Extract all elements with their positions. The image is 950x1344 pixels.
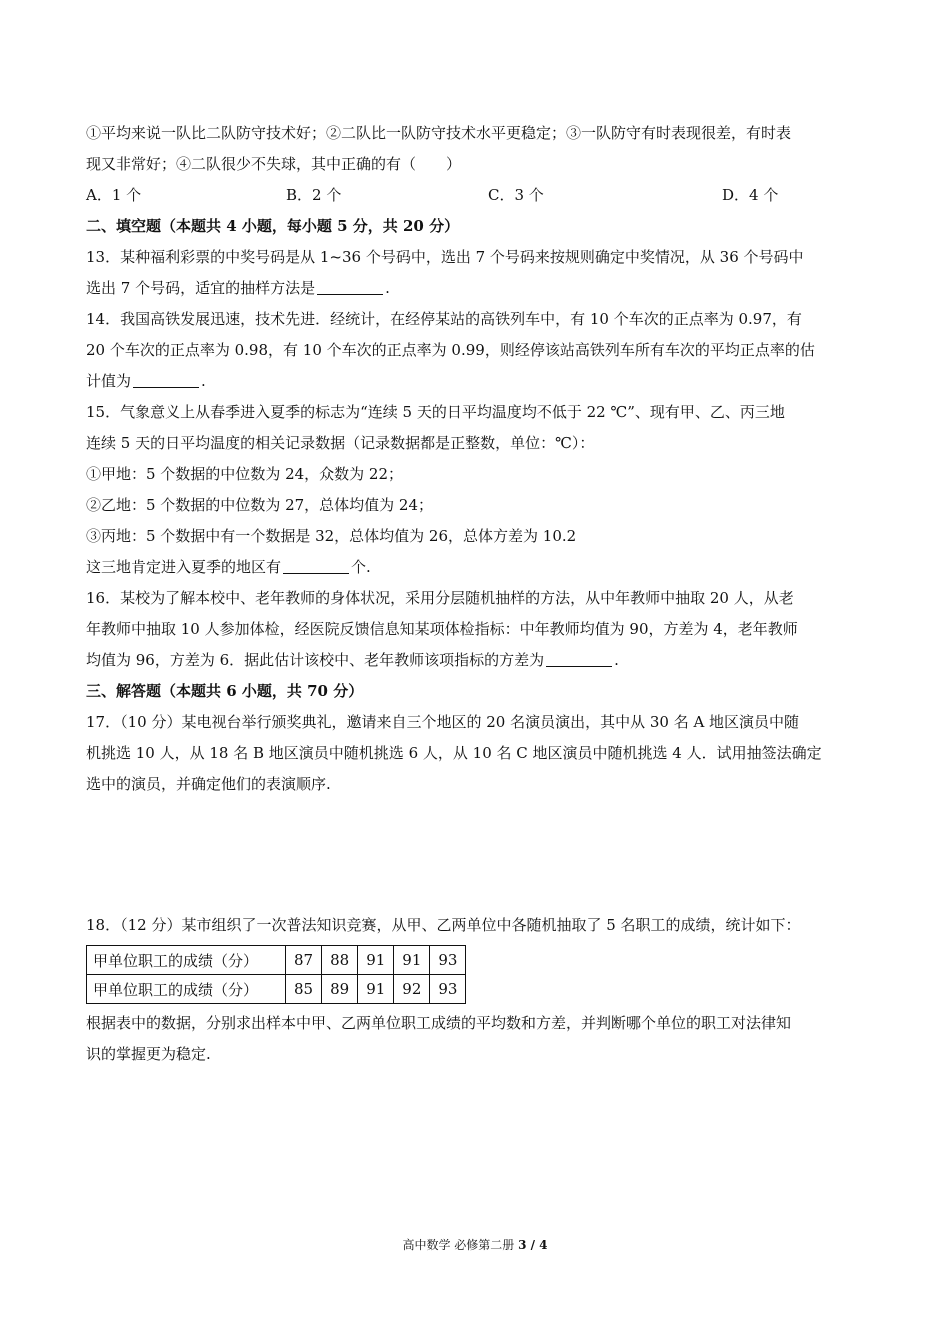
q18-after2: 识的掌握更为稳定. bbox=[86, 1045, 211, 1063]
q16-text: 均值为 96，方差为 6．据此估计该校中、老年教师该项指标的方差为 bbox=[86, 651, 545, 669]
exam-page bbox=[86, 118, 866, 1070]
q16-line1: 16．某校为了解本校中、老年教师的身体状况，采用分层随机抽样的方法，从中年教师中抽取 20 人，从老 bbox=[86, 589, 794, 607]
page-footer bbox=[0, 1236, 950, 1253]
row-label: 甲单位职工的成绩（分） bbox=[87, 975, 286, 1004]
table-row bbox=[87, 975, 466, 1004]
footer-text: 高中数学 必修第二册 bbox=[402, 1238, 519, 1252]
q14-line3 bbox=[86, 366, 866, 397]
score-cell: 91 bbox=[358, 946, 394, 975]
q12-line2: 现又非常好；④二队很少不失球，其中正确的有（ ） bbox=[86, 155, 462, 173]
q14-line1: 14．我国高铁发展迅速，技术先进．经统计，在经停某站的高铁列车中，有 10 个车次的正点率为 0.97，有 bbox=[86, 310, 802, 328]
row-label: 甲单位职工的成绩（分） bbox=[87, 946, 286, 975]
q16-line2: 年教师中抽取 10 人参加体检，经医院反馈信息知某项体检指标：中年教师均值为 90，方差为 4，老年教师 bbox=[86, 620, 798, 638]
score-cell: 85 bbox=[286, 975, 322, 1004]
q17-line1: 17．（10 分）某电视台举行颁奖典礼，邀请来自三个地区的 20 名演员演出，其中从 30 名 A 地区演员中随 bbox=[86, 713, 800, 731]
q15-line2: 连续 5 天的日平均温度的相关记录数据（记录数据都是正整数，单位：℃）： bbox=[86, 434, 595, 452]
score-cell: 89 bbox=[322, 975, 358, 1004]
choice-d: D．4 个 bbox=[722, 186, 779, 204]
q18-after1: 根据表中的数据，分别求出样本中甲、乙两单位职工成绩的平均数和方差，并判断哪个单位的职工对法律知 bbox=[86, 1014, 792, 1032]
q15-line6 bbox=[86, 552, 866, 583]
score-cell: 92 bbox=[394, 975, 430, 1004]
scores-table bbox=[86, 945, 466, 1004]
q18-line1: 18．（12 分）某市组织了一次普法知识竞赛，从甲、乙两单位中各随机抽取了 5 名职工的成绩，统计如下： bbox=[86, 916, 801, 934]
score-cell: 91 bbox=[394, 946, 430, 975]
q15-text: 这三地肯定进入夏季的地区有 bbox=[86, 558, 282, 576]
q17-line3: 选中的演员，并确定他们的表演顺序. bbox=[86, 775, 331, 793]
answer-blank bbox=[317, 280, 383, 295]
q16-period: . bbox=[614, 651, 619, 669]
choice-c: C．3 个 bbox=[488, 186, 544, 204]
q14-line2: 20 个车次的正点率为 0.98，有 10 个车次的正点率为 0.99，则经停该站高铁列车所有车次的平均正点率的估 bbox=[86, 341, 815, 359]
answer-blank bbox=[283, 559, 349, 574]
q15-line3: ①甲地：5 个数据的中位数为 24，众数为 22； bbox=[86, 465, 404, 483]
score-cell: 87 bbox=[286, 946, 322, 975]
q13-line1: 13．某种福利彩票的中奖号码是从 1~36 个号码中，选出 7 个号码来按规则确定中奖情况，从 36 个号码中 bbox=[86, 248, 804, 266]
q13-period: . bbox=[385, 279, 390, 297]
score-cell: 88 bbox=[322, 946, 358, 975]
q17-line2: 机挑选 10 人，从 18 名 B 地区演员中随机挑选 6 人，从 10 名 C 地区演员中随机挑选 4 人．试用抽签法确定 bbox=[86, 744, 822, 762]
q14-period: . bbox=[201, 372, 206, 390]
q15-line4: ②乙地：5 个数据的中位数为 27，总体均值为 24； bbox=[86, 496, 434, 514]
q13-line2 bbox=[86, 273, 866, 304]
section2-title: 二、填空题（本题共 4 小题，每小题 5 分，共 20 分） bbox=[86, 217, 460, 235]
q16-line3 bbox=[86, 645, 866, 676]
section3-title: 三、解答题（本题共 6 小题，共 70 分） bbox=[86, 682, 364, 700]
page-number: 3 / 4 bbox=[518, 1238, 548, 1252]
choice-b: B．2 个 bbox=[286, 186, 342, 204]
choice-a: A．1 个 bbox=[86, 186, 142, 204]
q14-text: 计值为 bbox=[86, 372, 132, 390]
q15-line5: ③丙地：5 个数据中有一个数据是 32，总体均值为 26，总体方差为 10.2 bbox=[86, 527, 577, 545]
score-cell: 93 bbox=[430, 946, 466, 975]
answer-space bbox=[86, 800, 866, 910]
answer-blank bbox=[546, 652, 612, 667]
score-cell: 91 bbox=[358, 975, 394, 1004]
q13-text: 选出 7 个号码，适宜的抽样方法是 bbox=[86, 279, 316, 297]
q15-suffix: 个. bbox=[351, 558, 371, 576]
q15-line1: 15．气象意义上从春季进入夏季的标志为“连续 5 天的日平均温度均不低于 22 ℃”、现有甲、乙、丙三地 bbox=[86, 403, 785, 421]
answer-blank bbox=[133, 373, 199, 388]
q12-choices bbox=[86, 180, 866, 211]
q12-line1: ①平均来说一队比二队防守技术好；②二队比一队防守技术水平更稳定；③一队防守有时表现很差，有时表 bbox=[86, 124, 792, 142]
table-row bbox=[87, 946, 466, 975]
score-cell: 93 bbox=[430, 975, 466, 1004]
